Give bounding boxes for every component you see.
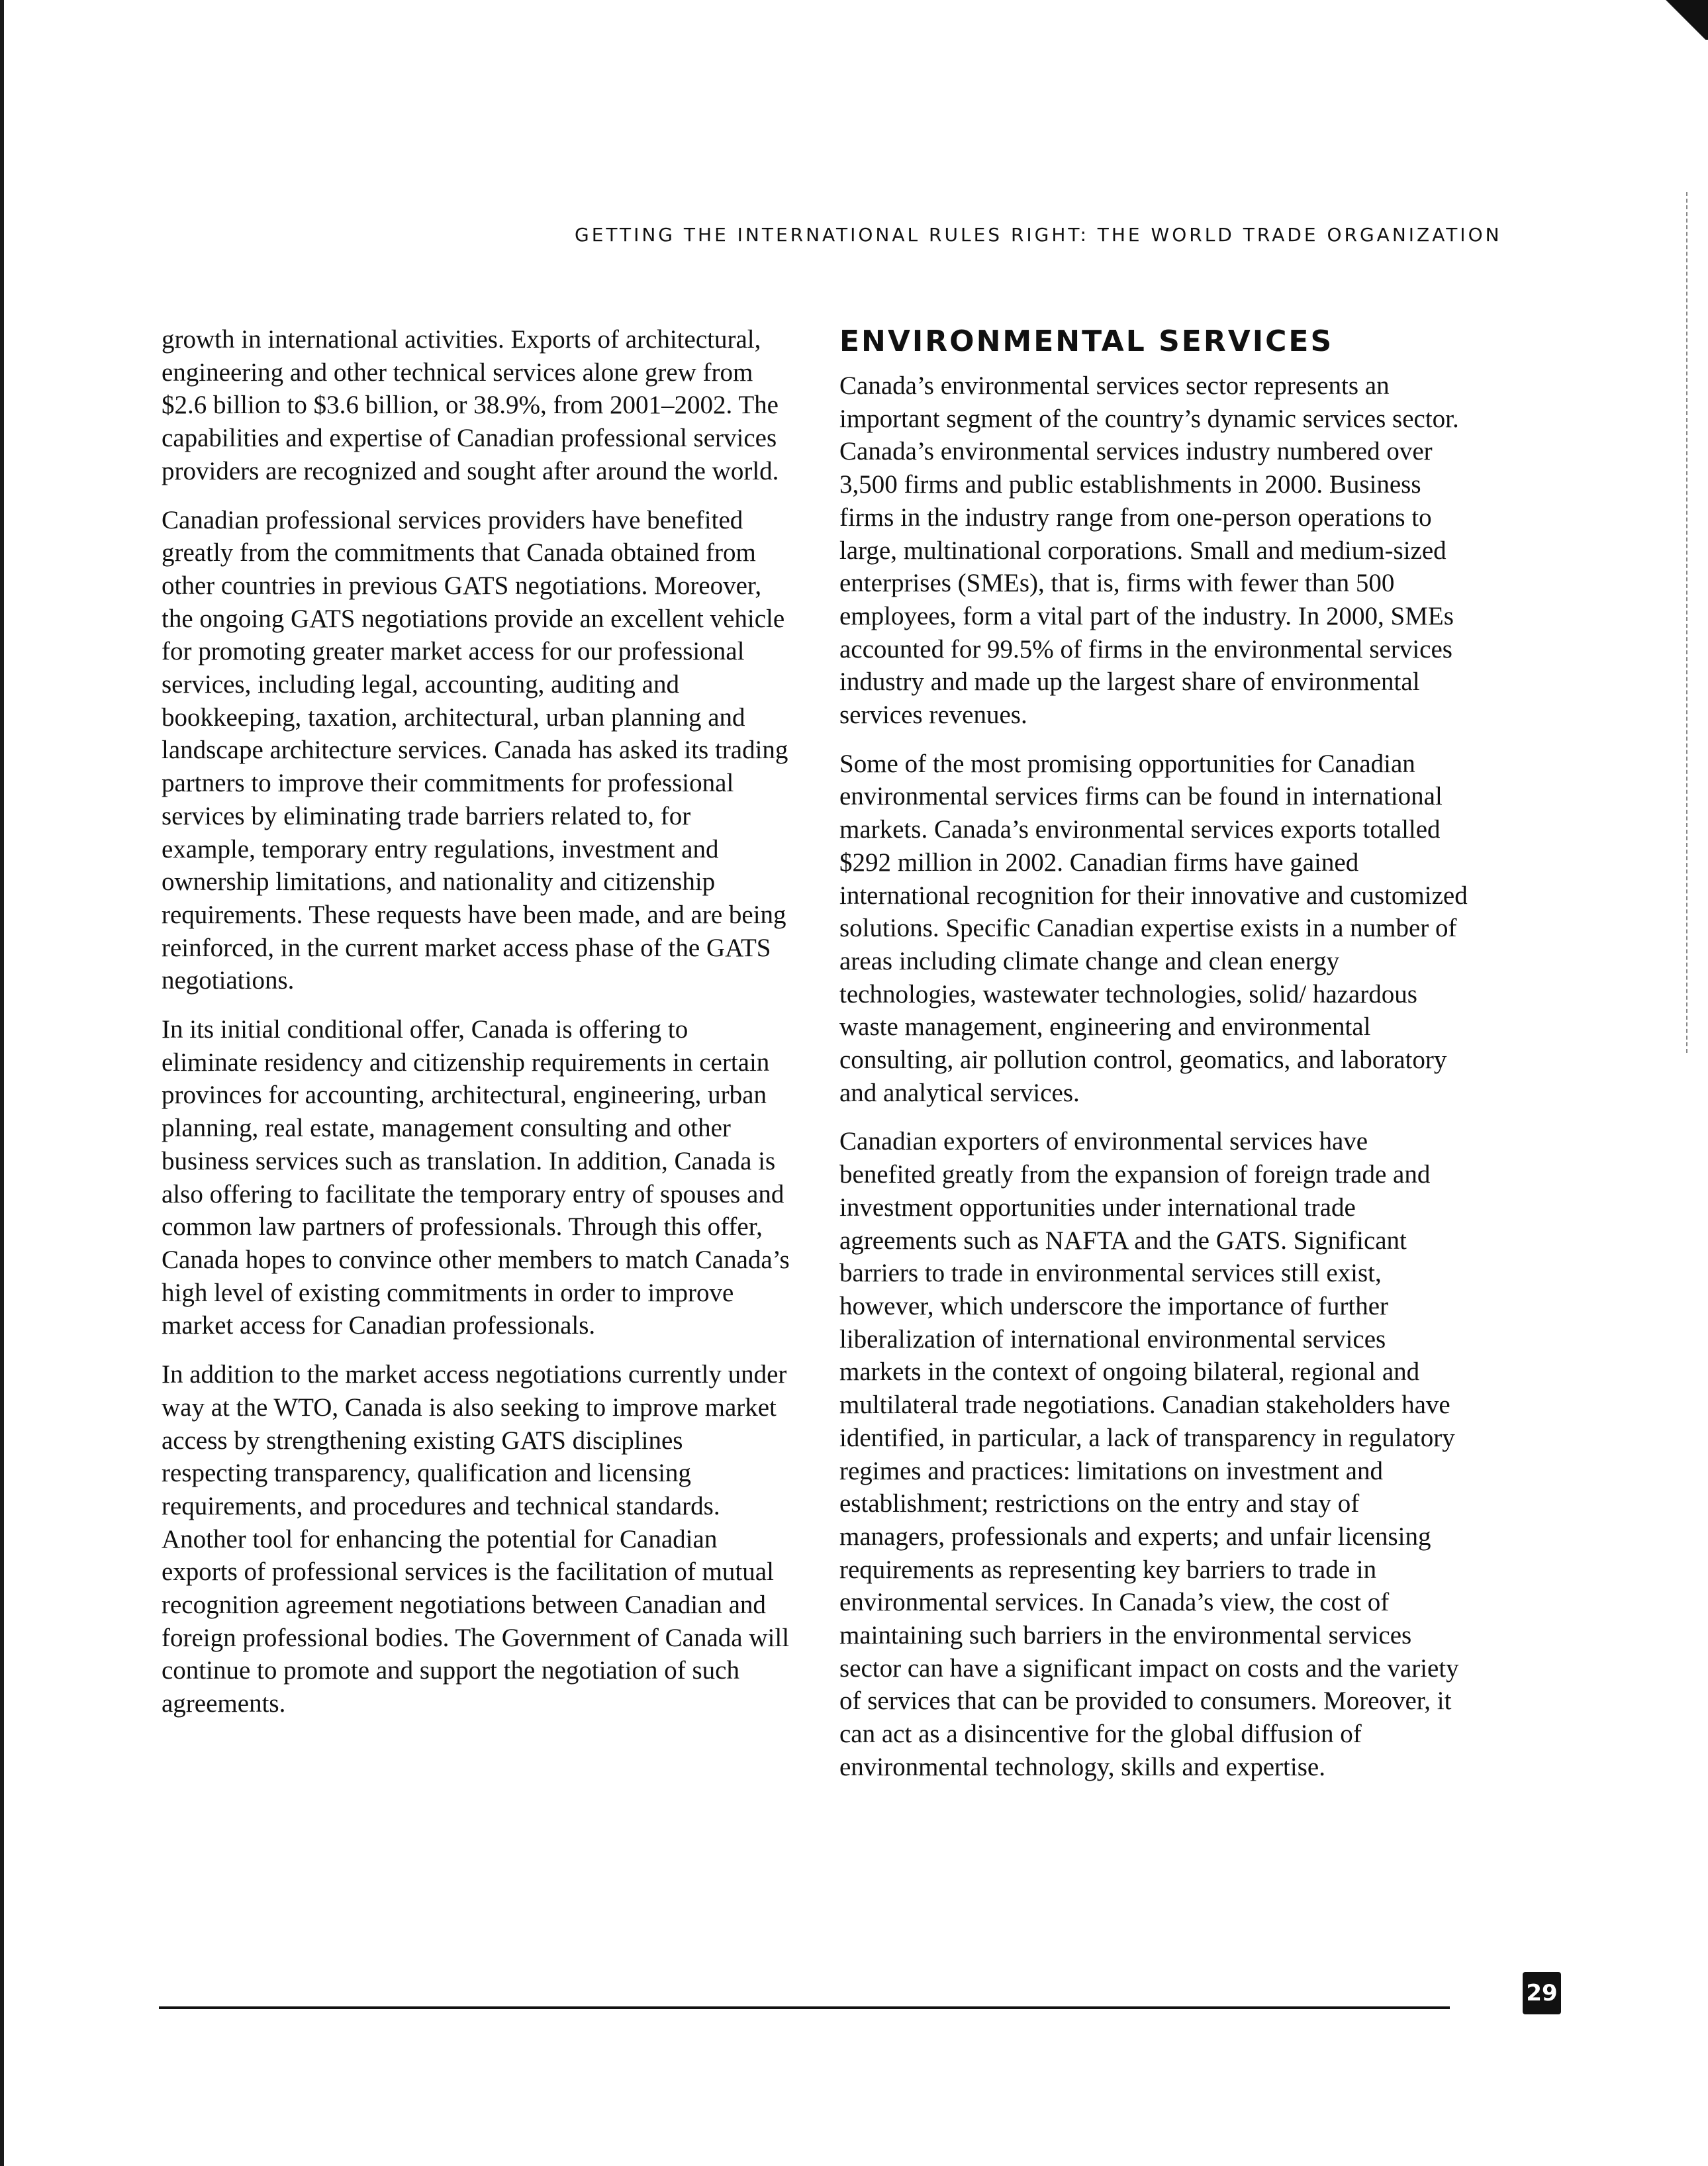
- right-column: [839, 323, 1468, 1800]
- right-paragraph-3: Canadian exporters of environmental services have benefited greatly from the expansion of foreign trade and investment opportunities under international trade agreements such as NAFTA and the GATS. Significant barriers to trade in environmental services still exist, however, which underscore the importance of further liberalization of international environmental services markets in the context of ongoing bilateral, regional and multilateral trade negotiations. Canadian stakeholders have identified, in particular, a lack of transparency in regulatory regimes and practices: limitations on investment and establishment; restrictions on the entry and stay of managers, professionals and experts; and unfair licensing requirements as representing key barriers to trade in environmental services. In Canada’s view, the cost of maintaining such barriers in the environmental services sector can have a significant impact on costs and the variety of services that can be provided to consumers. Moreover, it can act as a disincentive for the global diffusion of environmental technology, skills and expertise.: [839, 1127, 1459, 1781]
- scan-edge-left: [0, 0, 4, 2166]
- left-paragraph-2: Canadian professional services providers have benefited greatly from the commitments that Canada obtained from other countries in previous GATS negotiations. Moreover, the ongoing GATS negotiations provide an excellent vehicle for promoting greater market access for our professional services, including legal, accounting, auditing and bookkeeping, taxation, architectural, urban planning and landscape architecture services. Canada has asked its trading partners to improve their commitments for professional services by eliminating trade barriers related to, for example, temporary entry regulations, investment and ownership limitations, and nationality and citizenship requirements. These requests have been made, and are being reinforced, in the current market access phase of the GATS negotiations.: [162, 505, 788, 995]
- section-heading: ENVIRONMENTAL SERVICES: [839, 324, 1334, 358]
- left-paragraph-3: In its initial conditional offer, Canada is offering to eliminate residency and citizenship requirements in certain provinces for accounting, architectural, engineering, urban planning, real estate, management consulting and other business services such as translation. In addition, Canada is also offering to facilitate the temporary entry of spouses and common law partners of professionals. Through this offer, Canada hopes to convince other members to match Canada’s high level of existing commitments in order to improve market access for Canadian professionals.: [162, 1015, 790, 1340]
- footer-rule: [159, 2006, 1450, 2009]
- page-number: 29: [1523, 1972, 1561, 2014]
- running-header: GETTING THE INTERNATIONAL RULES RIGHT: THE WORLD TRADE ORGANIZATION: [575, 224, 1502, 246]
- left-column: [162, 323, 790, 1736]
- right-paragraph-2: Some of the most promising opportunities for Canadian environmental services firms can be found in international markets. Canada’s environmental services exports totalled $292 million in 2002. Canadian firms have gained international recognition for their innovative and customized solutions. Specific Canadian expertise exists in a number of areas including climate change and clean energy technologies, wastewater technologies, solid/ hazardous waste management, engineering and environmental consulting, air pollution control, geomatics, and laboratory and analytical services.: [839, 749, 1468, 1107]
- scan-corner: [1655, 0, 1708, 40]
- left-paragraph-1: growth in international activities. Exports of architectural, engineering and other technical services alone grew from $2.6 billion to $3.6 billion, or 38.9%, from 2001–2002. The capabilities and expertise of Canadian professional services providers are recognized and sought after around the world.: [162, 325, 779, 485]
- left-paragraph-4: In addition to the market access negotiations currently under way at the WTO, Canada is also seeking to improve market access by strengthening existing GATS disciplines respecting transparency, qualification and licensing requirements, and procedures and technical standards. Another tool for enhancing the potential for Canadian exports of professional services is the facilitation of mutual recognition agreement negotiations between Canadian and foreign professional bodies. The Government of Canada will continue to promote and support the negotiation of such agreements.: [162, 1360, 790, 1718]
- right-paragraph-1: Canada’s environmental services sector represents an important segment of the country’s dynamic services sector. Canada’s environmental services industry numbered over 3,500 firms and public establishments in 2000. Business firms in the industry range from one-person operations to large, multinational corporations. Small and medium-sized enterprises (SMEs), that is, firms with fewer than 500 employees, form a vital part of the industry. In 2000, SMEs accounted for 99.5% of firms in the environmental services industry and made up the largest share of environmental services revenues.: [839, 371, 1459, 730]
- scan-edge-right: [1686, 192, 1689, 1053]
